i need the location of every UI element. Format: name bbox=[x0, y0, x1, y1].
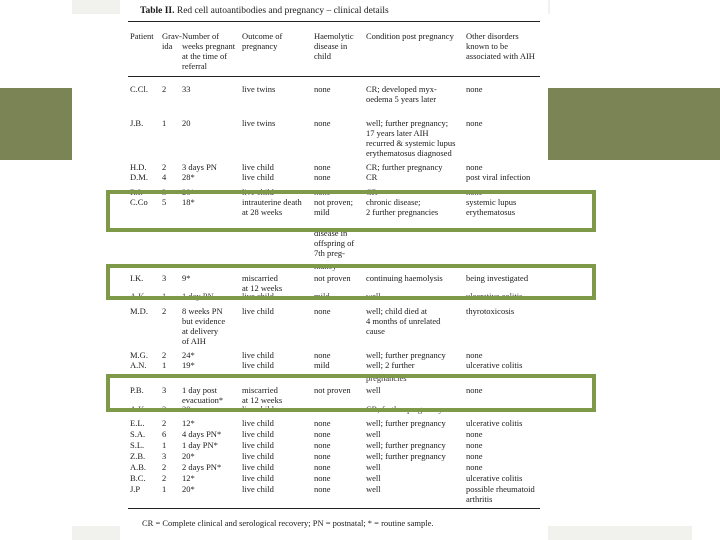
cell-condition: well bbox=[366, 462, 381, 472]
cell-weeks: 9* bbox=[182, 273, 191, 283]
cell-other: post viral infection bbox=[466, 172, 531, 182]
cell-gravida: 5 bbox=[162, 197, 167, 207]
header-haemolytic: Haemolytic disease in child bbox=[314, 31, 354, 61]
cell-other: none bbox=[466, 118, 483, 128]
cell-haemolytic: none bbox=[314, 462, 331, 472]
cell-other: possible rheumatoid arthritis bbox=[466, 484, 535, 504]
ghost-cell: 3 bbox=[162, 404, 167, 414]
table-footnote: CR = Complete clinical and serological recovery; PN = postnatal; * = routine sample. bbox=[142, 518, 434, 528]
cell-gravida: 1 bbox=[162, 360, 167, 370]
ghost-cell: none bbox=[314, 404, 331, 414]
cell-other: none bbox=[466, 462, 483, 472]
cell-patient: C.Co bbox=[130, 197, 148, 207]
cell-outcome: live child bbox=[242, 473, 274, 483]
cell-other: ulcerative colitis bbox=[466, 418, 523, 428]
cell-weeks: 3 days PN bbox=[182, 162, 217, 172]
cell-other: thyrotoxicosis bbox=[466, 306, 515, 316]
cell-outcome: miscarried at 12 weeks bbox=[242, 385, 283, 405]
cell-outcome: live child bbox=[242, 462, 274, 472]
cell-other: none bbox=[466, 385, 483, 395]
cell-gravida: 2 bbox=[162, 306, 167, 316]
cell-condition: well bbox=[366, 385, 381, 395]
cell-gravida: 3 bbox=[162, 385, 167, 395]
cell-haemolytic: none bbox=[314, 440, 331, 450]
cell-outcome: live child bbox=[242, 172, 274, 182]
ghost-cell: ulcerative colitis bbox=[466, 291, 523, 301]
cell-weeks: 8 weeks PN but evidence at delivery of AIH bbox=[182, 306, 226, 346]
cell-haemolytic: none bbox=[314, 473, 331, 483]
top-rule bbox=[128, 21, 540, 22]
ghost-cell: live child bbox=[242, 187, 274, 197]
fragment-pregnancies: pregnancies bbox=[366, 373, 407, 383]
cell-haemolytic: mild bbox=[314, 360, 330, 370]
cell-weeks: 18* bbox=[182, 197, 195, 207]
cell-outcome: live child bbox=[242, 360, 274, 370]
header-weeks: Number of weeks pregnant at the time of referral bbox=[182, 31, 236, 71]
cell-patient: A.N. bbox=[130, 360, 147, 370]
cell-haemolytic: none bbox=[314, 118, 331, 128]
highlight-box-pb bbox=[106, 374, 596, 412]
cell-weeks: 24* bbox=[182, 350, 195, 360]
cell-patient: S.A. bbox=[130, 429, 146, 439]
cell-patient: D.M. bbox=[130, 172, 148, 182]
cell-weeks: 19* bbox=[182, 360, 195, 370]
accent-block-left bbox=[0, 88, 72, 160]
cell-haemolytic: none bbox=[314, 350, 331, 360]
cell-patient: P.B. bbox=[130, 385, 144, 395]
cell-other: none bbox=[466, 350, 483, 360]
cell-outcome: live child bbox=[242, 350, 274, 360]
header-rule bbox=[128, 76, 540, 77]
cell-haemolytic: none bbox=[314, 306, 331, 316]
cell-haemolytic: not proven bbox=[314, 273, 351, 283]
cell-outcome: live child bbox=[242, 162, 274, 172]
cell-patient: M.D. bbox=[130, 306, 148, 316]
ghost-cell: 1 day PN bbox=[182, 291, 214, 301]
ghost-cell: CR bbox=[366, 187, 378, 197]
cell-condition: well bbox=[366, 429, 381, 439]
cell-weeks: 28* bbox=[182, 172, 195, 182]
cell-gravida: 1 bbox=[162, 440, 167, 450]
cell-condition: well; child died at 4 months of unrelated cause bbox=[366, 306, 441, 336]
ghost-cell: R.I. bbox=[130, 187, 143, 197]
table-caption: Table II. Red cell autoantibodies and pregnancy – clinical details bbox=[140, 6, 389, 16]
cell-other: ulcerative colitis bbox=[466, 473, 523, 483]
cell-weeks: 20* bbox=[182, 451, 195, 461]
cell-patient: E.L. bbox=[130, 418, 145, 428]
cell-gravida: 1 bbox=[162, 484, 167, 494]
cell-patient: Z.B. bbox=[130, 451, 146, 461]
cell-haemolytic: disease in offspring of 7th preg- bbox=[314, 228, 355, 258]
cell-haemolytic: not proven; mild bbox=[314, 197, 353, 217]
cell-outcome: live child bbox=[242, 484, 274, 494]
ghost-cell: 20* bbox=[182, 187, 195, 197]
ghost-cell: 1 bbox=[162, 291, 167, 301]
ghost-cell: mild bbox=[314, 291, 330, 301]
cell-other: none bbox=[466, 162, 483, 172]
ghost-cell: 3 bbox=[162, 187, 167, 197]
cell-weeks: 12* bbox=[182, 473, 195, 483]
cell-haemolytic: none bbox=[314, 172, 331, 182]
cell-weeks: 33 bbox=[182, 84, 191, 94]
header-gravida: Grav- ida bbox=[162, 31, 182, 51]
ghost-cell: none bbox=[466, 404, 483, 414]
cell-gravida: 3 bbox=[162, 273, 167, 283]
cell-haemolytic: none bbox=[314, 162, 331, 172]
cell-other: systemic lupus erythematosus bbox=[466, 197, 517, 217]
cell-condition: CR bbox=[366, 172, 378, 182]
cell-haemolytic: not proven bbox=[314, 385, 351, 395]
cell-weeks: 4 days PN* bbox=[182, 429, 222, 439]
cell-gravida: 2 bbox=[162, 473, 167, 483]
cell-gravida: 3 bbox=[162, 451, 167, 461]
cell-patient: S.L. bbox=[130, 440, 145, 450]
cell-condition: well; further pregnancy bbox=[366, 418, 446, 428]
cell-gravida: 2 bbox=[162, 462, 167, 472]
cell-haemolytic: none bbox=[314, 84, 331, 94]
cell-other: none bbox=[466, 451, 483, 461]
ghost-cell: live child bbox=[242, 291, 274, 301]
cell-outcome: live twins bbox=[242, 84, 276, 94]
ghost-cell: well bbox=[366, 291, 381, 301]
cell-gravida: 2 bbox=[162, 162, 167, 172]
bottom-rule bbox=[128, 508, 540, 509]
cell-haemolytic: none bbox=[314, 451, 331, 461]
cell-outcome: live child bbox=[242, 306, 274, 316]
cell-condition: well; further pregnancy; 17 years later AIH recurred & systemic lupus erythematosus diagnosed bbox=[366, 118, 456, 158]
ghost-cell: A.K. bbox=[130, 291, 147, 301]
cell-patient: B.C. bbox=[130, 473, 146, 483]
cell-weeks: 20 bbox=[182, 118, 191, 128]
cell-outcome: miscarried at 12 weeks bbox=[242, 273, 283, 293]
header-condition: Condition post pregnancy bbox=[366, 31, 454, 41]
cell-condition: well bbox=[366, 473, 381, 483]
cell-haemolytic: none bbox=[314, 429, 331, 439]
cell-patient: I.K. bbox=[130, 273, 144, 283]
cell-condition: CR; developed myx- oedema 5 years later bbox=[366, 84, 437, 104]
cell-weeks: 2 days PN* bbox=[182, 462, 222, 472]
cell-outcome: live child bbox=[242, 429, 274, 439]
cell-weeks: 12* bbox=[182, 418, 195, 428]
accent-block-right bbox=[548, 88, 720, 160]
cell-other: none bbox=[466, 84, 483, 94]
cell-patient: M.G. bbox=[130, 350, 148, 360]
cell-patient: H.D. bbox=[130, 162, 147, 172]
cell-gravida: 2 bbox=[162, 350, 167, 360]
ghost-cell: 20 bbox=[182, 404, 191, 414]
cell-gravida: 2 bbox=[162, 84, 167, 94]
cell-outcome: live child bbox=[242, 440, 274, 450]
cell-weeks: 1 day PN* bbox=[182, 440, 218, 450]
cell-haemolytic: none bbox=[314, 484, 331, 494]
cell-condition: CR; further pregnancy bbox=[366, 162, 443, 172]
cell-outcome: live child bbox=[242, 418, 274, 428]
ghost-cell: CR; further pregnancy bbox=[366, 404, 443, 414]
highlight-box-ik bbox=[106, 264, 596, 300]
ghost-cell: none bbox=[314, 187, 331, 197]
cell-condition: well; further pregnancy bbox=[366, 440, 446, 450]
ghost-cell: none bbox=[466, 187, 483, 197]
cell-outcome: live twins bbox=[242, 118, 276, 128]
cell-other: none bbox=[466, 440, 483, 450]
header-other: Other disorders known to be associated with AIH bbox=[466, 31, 535, 61]
fragment-mancy: mancy bbox=[314, 261, 337, 271]
cell-condition: well; further pregnancy bbox=[366, 451, 446, 461]
cell-other: ulcerative colitis bbox=[466, 360, 523, 370]
ghost-cell: live child bbox=[242, 404, 274, 414]
cell-gravida: 4 bbox=[162, 172, 167, 182]
cell-weeks: 20* bbox=[182, 484, 195, 494]
cell-weeks: 1 day post evacuation* bbox=[182, 385, 224, 405]
cell-patient: A.B. bbox=[130, 462, 147, 472]
cell-patient: J.P bbox=[130, 484, 141, 494]
cell-outcome: live child bbox=[242, 451, 274, 461]
cell-outcome: intrauterine death at 28 weeks bbox=[242, 197, 302, 217]
cell-condition: chronic disease; 2 further pregnancies bbox=[366, 197, 439, 217]
highlight-box-cco bbox=[106, 190, 596, 232]
cell-condition: well; further pregnancy bbox=[366, 350, 446, 360]
cell-other: none bbox=[466, 429, 483, 439]
cell-gravida: 1 bbox=[162, 118, 167, 128]
cell-patient: J.B. bbox=[130, 118, 144, 128]
cell-gravida: 6 bbox=[162, 429, 167, 439]
cell-other: being investigated bbox=[466, 273, 529, 283]
cell-haemolytic: none bbox=[314, 418, 331, 428]
cell-gravida: 2 bbox=[162, 418, 167, 428]
cell-condition: well bbox=[366, 484, 381, 494]
cell-condition: well; 2 further bbox=[366, 360, 415, 370]
header-patient: Patient bbox=[130, 31, 154, 41]
header-outcome: Outcome of pregnancy bbox=[242, 31, 283, 51]
cell-patient: C.Cl. bbox=[130, 84, 148, 94]
ghost-cell: A.K. bbox=[130, 404, 147, 414]
cell-condition: continuing haemolysis bbox=[366, 273, 443, 283]
